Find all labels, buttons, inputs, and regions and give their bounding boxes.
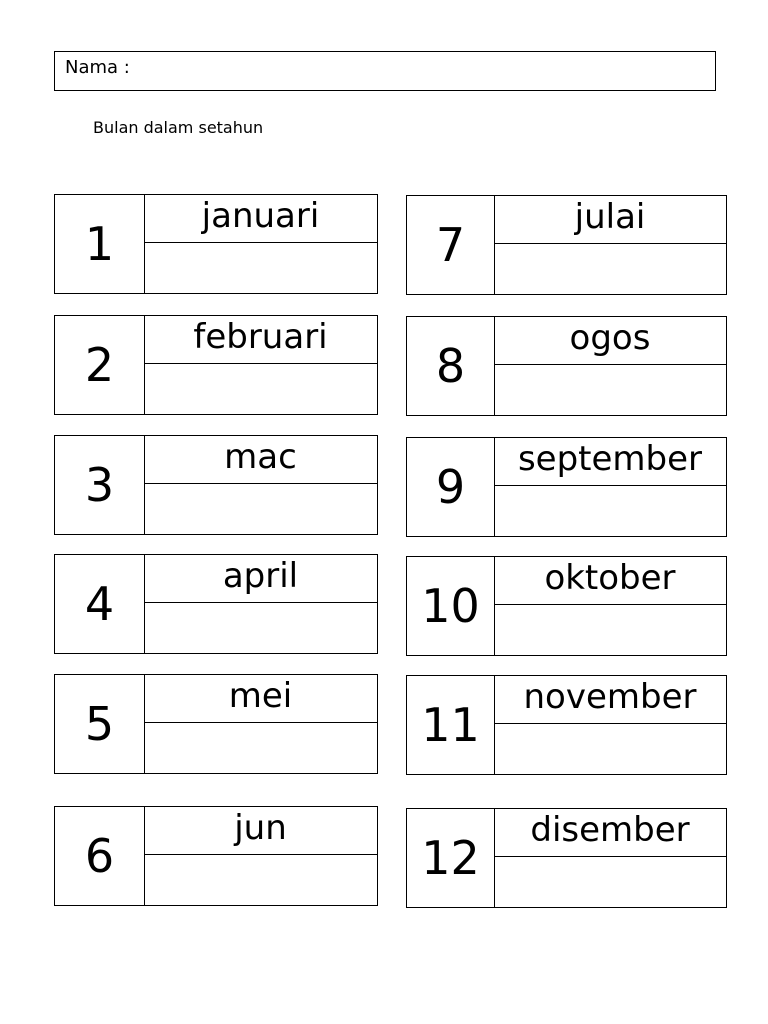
month-name: februari: [144, 316, 377, 364]
month-number: 11: [407, 676, 495, 774]
month-card-7: [406, 195, 727, 295]
answer-field[interactable]: [494, 605, 726, 655]
month-card-5: [54, 674, 378, 774]
month-name: september: [494, 438, 726, 486]
month-number: 1: [55, 195, 145, 293]
month-name: oktober: [494, 557, 726, 605]
answer-field[interactable]: [494, 724, 726, 774]
month-number: 6: [55, 807, 145, 905]
month-name: jun: [144, 807, 377, 855]
answer-field[interactable]: [494, 365, 726, 415]
month-card-8: [406, 316, 727, 416]
answer-field[interactable]: [144, 723, 377, 773]
answer-field[interactable]: [144, 855, 377, 905]
answer-field[interactable]: [494, 486, 726, 536]
name-label: Nama :: [65, 57, 130, 78]
month-name: julai: [494, 196, 726, 244]
answer-field[interactable]: [494, 244, 726, 294]
answer-field[interactable]: [494, 857, 726, 907]
month-card-2: [54, 315, 378, 415]
month-number: 10: [407, 557, 495, 655]
month-card-12: [406, 808, 727, 908]
month-card-4: [54, 554, 378, 654]
month-number: 5: [55, 675, 145, 773]
month-number: 2: [55, 316, 145, 414]
month-card-6: [54, 806, 378, 906]
month-name: mei: [144, 675, 377, 723]
month-card-11: [406, 675, 727, 775]
month-card-3: [54, 435, 378, 535]
month-name: mac: [144, 436, 377, 484]
month-name: november: [494, 676, 726, 724]
month-name: januari: [144, 195, 377, 243]
month-card-9: [406, 437, 727, 537]
month-number: 9: [407, 438, 495, 536]
answer-field[interactable]: [144, 603, 377, 653]
answer-field[interactable]: [144, 243, 377, 293]
answer-field[interactable]: [144, 484, 377, 534]
month-number: 12: [407, 809, 495, 907]
month-number: 7: [407, 196, 495, 294]
name-field[interactable]: [54, 51, 716, 91]
month-name: april: [144, 555, 377, 603]
worksheet-title: Bulan dalam setahun: [93, 118, 264, 137]
month-number: 3: [55, 436, 145, 534]
month-card-1: [54, 194, 378, 294]
answer-field[interactable]: [144, 364, 377, 414]
month-number: 4: [55, 555, 145, 653]
month-number: 8: [407, 317, 495, 415]
month-name: disember: [494, 809, 726, 857]
month-name: ogos: [494, 317, 726, 365]
month-card-10: [406, 556, 727, 656]
